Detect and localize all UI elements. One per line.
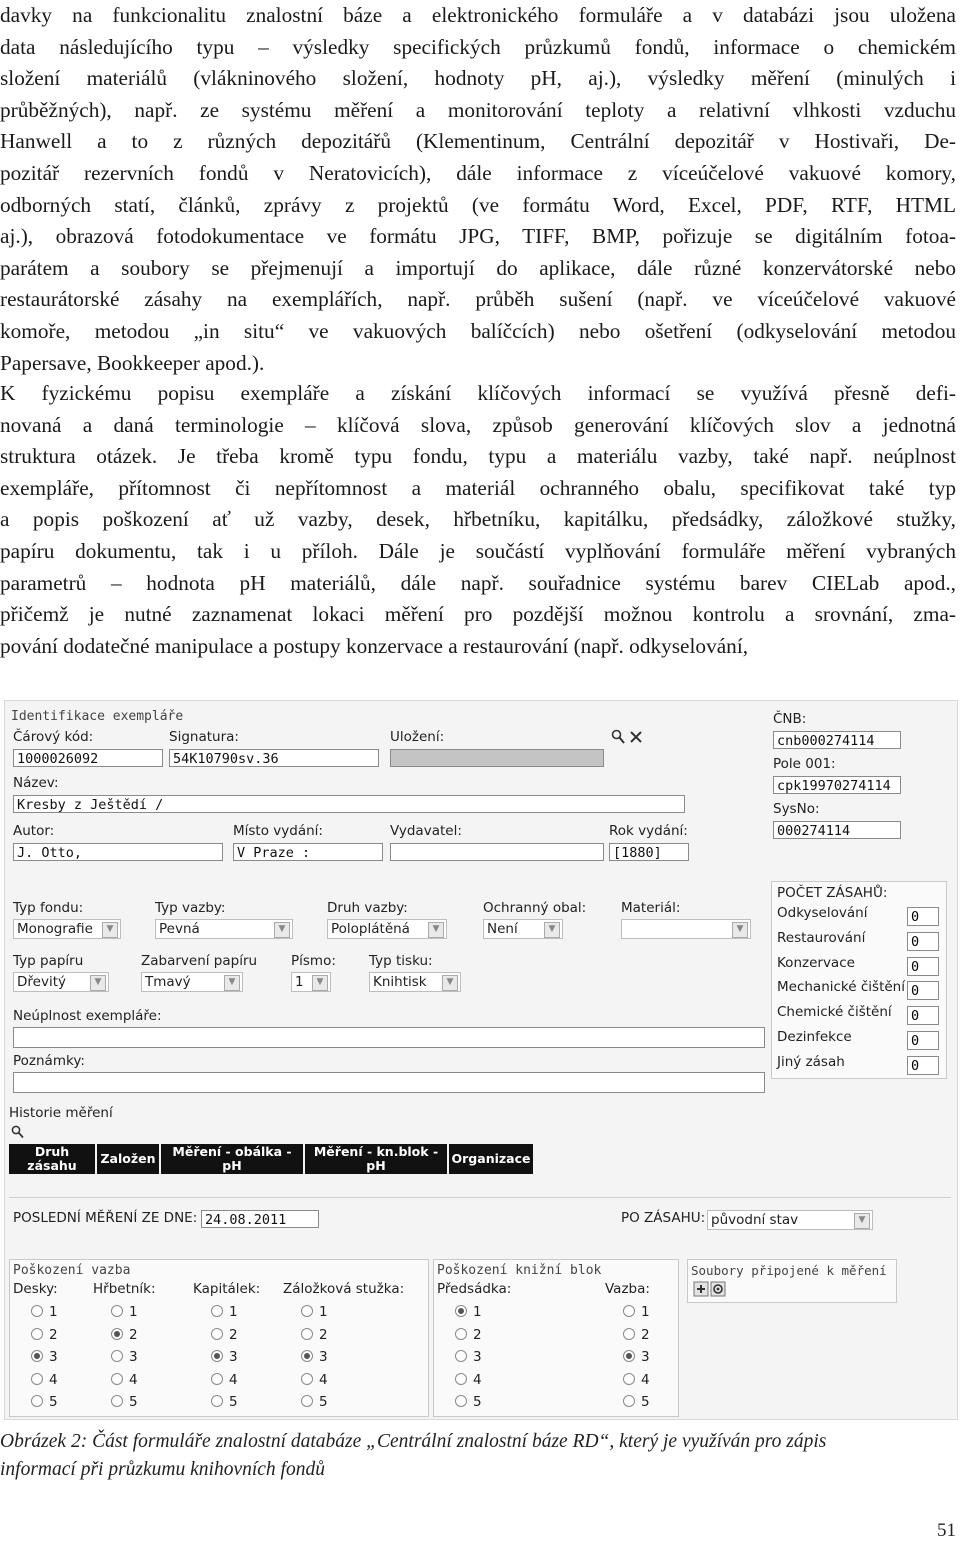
radio-label: 3 [229, 1349, 238, 1366]
radio-button[interactable] [455, 1373, 467, 1385]
damage-column-label: Kapitálek: [193, 1281, 261, 1297]
intervention-label: Odkyselování [777, 905, 868, 921]
damage-radio-option[interactable] [211, 1326, 238, 1344]
radio-label: 5 [319, 1394, 328, 1411]
barcode-field[interactable]: 1000026092 [13, 749, 163, 767]
intervention-count-field[interactable]: 0 [907, 1006, 939, 1025]
paper-type-select[interactable]: Dřevitý ▼ [13, 972, 109, 992]
caption-line: informací při průzkumu knihovních fondů [0, 1458, 325, 1480]
radio-button[interactable] [301, 1395, 313, 1407]
pole001-label: Pole 001: [773, 756, 836, 772]
text-line: odborných statí, článků, zprávy z projektů (ve formátu Word, Excel, PDF, RTF, HTML [0, 192, 956, 217]
body-paragraph-1 [0, 0, 956, 379]
damage-radio-option[interactable] [31, 1348, 58, 1366]
attachments-title: Soubory připojené k měření [691, 1263, 887, 1278]
radio-label: 4 [473, 1371, 482, 1388]
publisher-field[interactable] [390, 843, 604, 861]
tab-druh-zasahu[interactable]: Druh zásahu [9, 1144, 95, 1174]
radio-label: 3 [319, 1349, 328, 1366]
text-line: parátem a soubory se přejmenují a importují do aplikace, dále různé konzervátorské nebo [0, 255, 956, 280]
location-label: Uložení: [390, 729, 445, 745]
radio-label: 1 [319, 1304, 328, 1320]
radio-button[interactable] [111, 1373, 123, 1385]
chevron-down-icon: ▼ [442, 975, 458, 991]
damage-radio-option[interactable] [301, 1393, 328, 1411]
radio-button[interactable] [31, 1305, 43, 1317]
radio-label: 3 [49, 1349, 58, 1366]
script-label: Písmo: [291, 953, 336, 969]
fond-type-label: Typ fondu: [13, 900, 84, 916]
intervention-count-field[interactable]: 0 [907, 957, 939, 976]
radio-label: 1 [473, 1304, 482, 1320]
sysno-label: SysNo: [773, 801, 820, 817]
intervention-count-field[interactable]: 0 [907, 1056, 939, 1075]
form-screenshot [4, 700, 958, 1420]
place-label: Místo vydání: [233, 823, 323, 839]
damage-radio-option[interactable] [111, 1348, 138, 1366]
publisher-label: Vydavatel: [390, 823, 462, 839]
radio-label: 2 [641, 1326, 650, 1343]
chevron-down-icon: ▼ [312, 975, 328, 991]
chevron-down-icon: ▼ [854, 1213, 870, 1229]
paper-color-label: Zabarvení papíru [141, 953, 258, 969]
intervention-label: Jiný zásah [777, 1053, 845, 1070]
radio-button[interactable] [455, 1350, 467, 1362]
damage-radio-option[interactable] [301, 1303, 328, 1321]
intervention-label: Konzervace [777, 954, 855, 971]
location-field[interactable] [390, 749, 604, 767]
cover-select[interactable]: Není ▼ [483, 919, 563, 939]
text-line: a popis poškození ať už vazby, desek, hřbetníku, kapitálku, předsádky, záložkové stužky, [0, 507, 956, 532]
damage-radio-option[interactable] [111, 1371, 138, 1389]
binding-type-label: Typ vazby: [155, 900, 226, 916]
radio-label: 3 [129, 1349, 138, 1366]
radio-label: 1 [229, 1304, 238, 1320]
text-line: průběžných), např. ze systému měření a monitorování teploty a relativní vlhkosti vzduchu [0, 97, 956, 122]
chevron-down-icon: ▼ [732, 922, 748, 938]
radio-label: 4 [229, 1371, 238, 1388]
damage-radio-option[interactable] [455, 1348, 482, 1366]
radio-button[interactable] [211, 1395, 223, 1407]
notes-label: Poznámky: [13, 1053, 85, 1069]
magnifier-icon[interactable] [611, 729, 625, 745]
radio-button[interactable] [623, 1350, 635, 1362]
incomplete-field[interactable] [13, 1027, 765, 1048]
text-line: Hanwell a to z různých depozitářů (Klementinum, Centrální depozitář v Hostivaři, De- [0, 129, 956, 154]
intervention-count-field[interactable]: 0 [907, 932, 939, 951]
damage-column-label: Hřbetník: [93, 1281, 156, 1297]
radio-button[interactable] [111, 1305, 123, 1317]
author-field[interactable]: J. Otto, [13, 843, 223, 861]
damage-column-label: Předsádka: [437, 1281, 512, 1297]
fond-type-select[interactable]: Monografie ▼ [13, 919, 121, 939]
notes-field[interactable] [13, 1072, 765, 1093]
radio-button[interactable] [111, 1328, 123, 1340]
intervention-label: Dezinfekce [777, 1029, 852, 1045]
signature-label: Signatura: [169, 729, 239, 745]
after-intervention-label: PO ZÁSAHU: [621, 1210, 706, 1226]
damage-radio-option[interactable] [111, 1326, 138, 1344]
radio-button[interactable] [301, 1373, 313, 1385]
year-field[interactable]: [1880] [609, 843, 689, 861]
paper-type-label: Typ papíru [13, 953, 84, 969]
material-label: Materiál: [621, 900, 681, 916]
incomplete-label: Neúplnost exempláře: [13, 1008, 162, 1024]
figure-caption [0, 1428, 958, 1483]
radio-label: 3 [641, 1349, 650, 1366]
tab-mereni-knblok[interactable]: Měření - kn.blok - pH [305, 1144, 447, 1174]
radio-button[interactable] [623, 1328, 635, 1340]
radio-label: 5 [229, 1394, 238, 1411]
radio-button[interactable] [31, 1350, 43, 1362]
chevron-down-icon: ▼ [274, 922, 290, 938]
radio-button[interactable] [301, 1350, 313, 1362]
text-line: Papersave, Bookkeeper apod.). [0, 350, 265, 375]
radio-button[interactable] [301, 1328, 313, 1340]
intervention-label: Mechanické čištění [777, 979, 905, 996]
text-line: papíru dokumentu, tak i u příloh. Dále je součástí vyplňování formuláře měření vybraných [0, 538, 956, 563]
radio-label: 4 [319, 1371, 328, 1388]
text-line: aj.), obrazová fotodokumentace ve formátu JPG, TIFF, BMP, pořizuje se digitálním fotoa- [0, 224, 956, 249]
damage-radio-option[interactable] [211, 1393, 238, 1411]
print-type-select[interactable]: Knihtisk ▼ [369, 972, 461, 992]
title-label: Název: [13, 775, 59, 791]
radio-label: 3 [473, 1349, 482, 1366]
body-paragraph-2 [0, 378, 956, 662]
damage-radio-option[interactable] [301, 1326, 328, 1344]
binding-kind-label: Druh vazby: [327, 900, 408, 916]
radio-button[interactable] [211, 1350, 223, 1362]
chevron-down-icon: ▼ [544, 922, 560, 938]
text-line: restaurátorské zásahy na exemplářích, např. průběh sušení (např. ve víceúčelové vakuové [0, 287, 956, 312]
radio-button[interactable] [211, 1305, 223, 1317]
binding-kind-select[interactable]: Poloplátěná ▼ [327, 919, 447, 939]
pole001-field[interactable]: cpk19970274114 [773, 776, 901, 794]
damage-radio-option[interactable] [623, 1326, 650, 1344]
chevron-down-icon: ▼ [90, 975, 106, 991]
last-measure-label: POSLEDNÍ MĚŘENÍ ZE DNE: [13, 1210, 198, 1226]
damage-radio-option[interactable] [301, 1371, 328, 1389]
interventions-title: POČET ZÁSAHŮ: [777, 885, 888, 901]
radio-button[interactable] [211, 1328, 223, 1340]
author-label: Autor: [13, 823, 55, 839]
year-label: Rok vydání: [609, 823, 688, 839]
text-line: davky na funkcionalitu znalostní báze a elektronického formuláře a v databázi jsou uložena [0, 3, 956, 27]
text-line: K fyzickému popisu exempláře a získání klíčových informací se využívá přesně defi- [0, 381, 956, 405]
chevron-down-icon: ▼ [428, 922, 444, 938]
radio-label: 4 [49, 1371, 58, 1388]
damage-radio-option[interactable] [31, 1326, 58, 1344]
paper-color-select[interactable]: Tmavý ▼ [141, 972, 243, 992]
text-line: pování dodatečné manipulace a postupy konzervace a restaurování (např. odkyselování, [0, 633, 749, 658]
sysno-field[interactable]: 000274114 [773, 821, 901, 839]
cover-label: Ochranný obal: [483, 900, 587, 916]
radio-button[interactable] [31, 1328, 43, 1340]
text-line: přičemž je nutné zaznamenat lokaci měření pro pozdější možnou kontrolu a srovnání, zma- [0, 602, 956, 627]
radio-label: 4 [641, 1371, 650, 1388]
add-remove-icons[interactable] [693, 1281, 729, 1297]
radio-label: 1 [49, 1304, 58, 1320]
radio-label: 2 [129, 1326, 138, 1343]
barcode-label: Čárový kód: [13, 729, 94, 745]
divider [9, 1197, 951, 1198]
damage-binding-title: Poškození vazba [13, 1263, 131, 1278]
search-icon[interactable] [11, 1125, 24, 1139]
text-line: komoře, metodou „in situ“ ve vakuových balíčcích) nebo ošetření (odkyselování metodou [0, 318, 956, 343]
radio-label: 5 [129, 1394, 138, 1411]
damage-block-title: Poškození knižní blok [437, 1263, 602, 1278]
place-field[interactable]: V Praze : [233, 843, 383, 861]
radio-button[interactable] [455, 1328, 467, 1340]
damage-radio-option[interactable] [455, 1371, 482, 1389]
title-field[interactable]: Kresby z Ještědí / [13, 795, 685, 813]
radio-button[interactable] [31, 1373, 43, 1385]
damage-radio-option[interactable] [455, 1326, 482, 1344]
damage-radio-option[interactable] [211, 1348, 238, 1366]
damage-radio-option[interactable] [111, 1303, 138, 1321]
damage-radio-option[interactable] [623, 1303, 650, 1321]
radio-button[interactable] [455, 1395, 467, 1407]
script-select[interactable]: 1 ▼ [291, 972, 331, 992]
last-measure-field[interactable]: 24.08.2011 [201, 1210, 319, 1228]
tab-mereni-obalka[interactable]: Měření - obálka - pH [161, 1144, 303, 1174]
damage-radio-option[interactable] [623, 1348, 650, 1366]
radio-button[interactable] [623, 1373, 635, 1385]
chevron-down-icon: ▼ [224, 975, 240, 991]
radio-label: 1 [641, 1304, 650, 1320]
history-label: Historie měření [9, 1105, 113, 1121]
radio-label: 5 [49, 1394, 58, 1411]
radio-label: 2 [319, 1326, 328, 1343]
cnb-field[interactable]: cnb000274114 [773, 731, 901, 749]
intervention-label: Restaurování [777, 929, 866, 946]
damage-radio-option[interactable] [31, 1303, 58, 1321]
text-line: exempláře, přítomnost či nepřítomnost a materiál ochranného obalu, specifikovat také typ [0, 475, 956, 500]
radio-button[interactable] [111, 1350, 123, 1362]
cross-icon[interactable] [629, 730, 643, 744]
intervention-count-field[interactable]: 0 [907, 981, 939, 1000]
radio-label: 1 [129, 1304, 138, 1320]
binding-type-select[interactable]: Pevná ▼ [155, 919, 293, 939]
tab-organizace[interactable]: Organizace [449, 1144, 533, 1174]
text-line: pozitář rezervních fondů v Neratovicích), dále informace z víceúčelové vakuové komory, [0, 160, 956, 185]
intervention-label: Chemické čištění [777, 1004, 892, 1021]
damage-radio-option[interactable] [211, 1371, 238, 1389]
damage-radio-option[interactable] [211, 1303, 238, 1321]
damage-radio-option[interactable] [31, 1393, 58, 1411]
damage-column-label: Desky: [13, 1281, 58, 1297]
damage-radio-option[interactable] [455, 1303, 482, 1321]
damage-radio-option[interactable] [623, 1393, 650, 1411]
damage-radio-option[interactable] [31, 1371, 58, 1389]
text-line: data následujícího typu – výsledky specifických průzkumů fondů, informace o chemickém [0, 34, 956, 59]
page-number: 51 [937, 1520, 956, 1541]
section-title: Identifikace exempláře [11, 709, 184, 724]
text-line: struktura otázek. Je třeba kromě typu fondu, typu a materiálu vazby, také např. neúplnost [0, 444, 956, 469]
damage-column-label: Záložková stužka: [283, 1281, 405, 1297]
radio-label: 2 [229, 1326, 238, 1343]
radio-label: 5 [641, 1394, 650, 1411]
intervention-count-field[interactable]: 0 [907, 907, 939, 926]
tab-zalozen[interactable]: Založen [97, 1144, 159, 1174]
text-line: parametrů – hodnota pH materiálů, dále např. souřadnice systému barev CIELab apod., [0, 570, 956, 595]
caption-line: Obrázek 2: Část formuláře znalostní databáze „Centrální znalostní báze RD“, který je využíván pro zápis [0, 1431, 827, 1452]
damage-radio-option[interactable] [111, 1393, 138, 1411]
radio-button[interactable] [455, 1305, 467, 1317]
after-intervention-select[interactable]: původní stav ▼ [707, 1210, 873, 1230]
chevron-down-icon: ▼ [102, 922, 118, 938]
text-line: složení materiálů (vlákninového složení, hodnoty pH, aj.), výsledky měření (minulých i [0, 66, 956, 91]
damage-column-label: Vazba: [605, 1281, 650, 1297]
radio-button[interactable] [31, 1395, 43, 1407]
radio-button[interactable] [301, 1305, 313, 1317]
print-type-label: Typ tisku: [369, 953, 433, 969]
damage-radio-option[interactable] [455, 1393, 482, 1411]
radio-button[interactable] [211, 1373, 223, 1385]
material-select[interactable] [621, 919, 751, 939]
damage-radio-option[interactable] [623, 1371, 650, 1389]
radio-label: 2 [473, 1326, 482, 1343]
radio-button[interactable] [623, 1305, 635, 1317]
intervention-count-field[interactable]: 0 [907, 1031, 939, 1050]
radio-label: 5 [473, 1394, 482, 1411]
signature-field[interactable]: 54K10790sv.36 [169, 749, 379, 767]
text-line: novaná a daná terminologie – klíčová slova, způsob generování klíčových slov a jednotná [0, 412, 956, 437]
cnb-label: ČNB: [773, 711, 807, 727]
radio-button[interactable] [623, 1395, 635, 1407]
radio-button[interactable] [111, 1395, 123, 1407]
radio-label: 2 [49, 1326, 58, 1343]
radio-label: 4 [129, 1371, 138, 1388]
damage-radio-option[interactable] [301, 1348, 328, 1366]
